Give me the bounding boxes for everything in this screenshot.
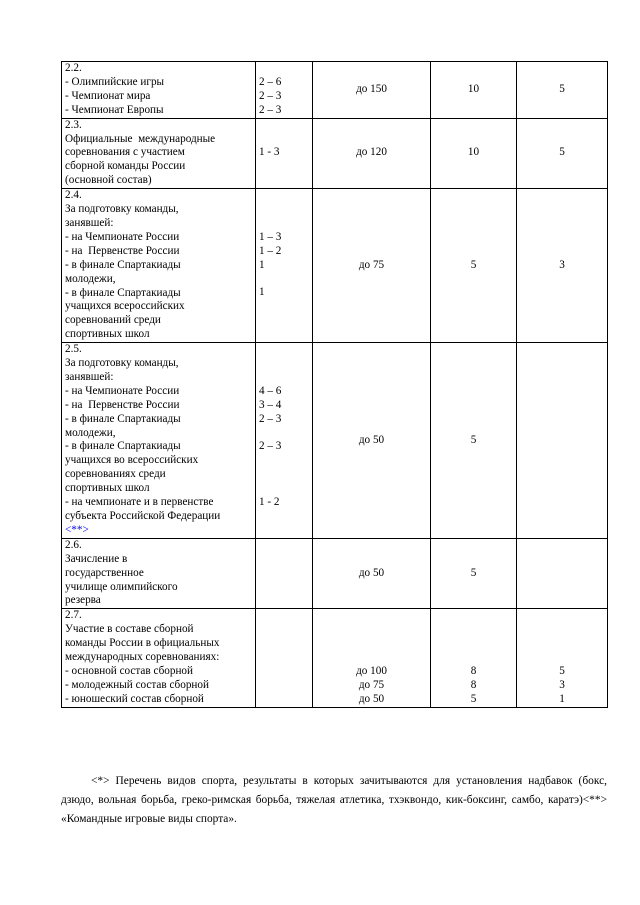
row-col5 xyxy=(517,343,608,539)
row-description xyxy=(62,118,256,189)
text-line: - в финале Спартакиады xyxy=(65,258,181,271)
row-col5 xyxy=(517,538,608,609)
row-col5 xyxy=(517,118,608,189)
row-places xyxy=(256,609,313,707)
cell-value: 5 xyxy=(559,146,565,159)
text-line: - на Первенстве России xyxy=(65,398,180,411)
empty-line xyxy=(259,371,309,385)
places-value: 4 – 6 xyxy=(259,384,282,397)
empty-line xyxy=(259,217,309,231)
cell-value: 5 xyxy=(559,664,565,677)
empty-line xyxy=(434,651,513,665)
text-line: занявшей: xyxy=(65,216,114,229)
cell-value: до 100 xyxy=(356,664,387,677)
places-value: 2 – 6 xyxy=(259,75,282,88)
cell-value: 5 xyxy=(470,258,477,271)
bonus-table xyxy=(61,61,608,708)
row-places xyxy=(256,343,313,539)
text-line: субъекта Российской Федерации xyxy=(65,510,221,522)
text-line: 2.7. xyxy=(65,609,82,622)
row-description xyxy=(62,343,256,539)
empty-line xyxy=(316,609,427,623)
cell-value: 5 xyxy=(559,82,565,95)
text-line: - в финале Спартакиады xyxy=(65,286,181,299)
empty-line xyxy=(520,651,604,665)
text-line: учащихся всероссийских xyxy=(65,300,185,313)
cell-value: 8 xyxy=(470,664,477,677)
footnote-link[interactable]: <**> xyxy=(65,523,89,536)
cell-value: до 50 xyxy=(358,566,385,579)
text-line: молодежи, xyxy=(65,272,116,285)
empty-line xyxy=(259,468,309,482)
row-description xyxy=(62,538,256,609)
text-line: - на Чемпионате России xyxy=(65,384,180,397)
empty-line xyxy=(434,623,513,637)
places-value: 2 – 3 xyxy=(259,89,282,102)
text-line: международных соревнованиях: xyxy=(65,651,220,664)
empty-line xyxy=(259,343,309,357)
text-line: За подготовку команды, xyxy=(65,357,179,370)
text-line: 2.2. xyxy=(65,62,82,74)
text-line: соревнованиях среди xyxy=(65,468,166,481)
footnote-text: <*> Перечень видов спорта, результаты в которых зачитываются для установления надбавок (бокс, дзюдо, вольная борьба, греко-римская борьба, тяжелая атлетика, тхэквондо, кик-боксинг, самбо, каратэ)<**> «Командные игровые виды спорта». xyxy=(61,775,607,825)
row-col4 xyxy=(431,343,517,539)
text-line: государственное xyxy=(65,566,144,579)
text-line: Официальные международные xyxy=(65,132,216,145)
row-col3 xyxy=(313,343,431,539)
row-col4 xyxy=(431,609,517,707)
empty-line xyxy=(259,189,309,203)
text-line: - молодежный состав сборной xyxy=(65,678,210,691)
empty-line xyxy=(520,637,604,651)
text-line: 2.5. xyxy=(65,343,82,356)
places-value: 2 – 3 xyxy=(259,412,282,425)
row-col3 xyxy=(313,62,431,119)
places-value: 3 – 4 xyxy=(259,398,282,411)
empty-line xyxy=(316,623,427,637)
table-row xyxy=(62,538,608,609)
table-row xyxy=(62,343,608,539)
empty-line xyxy=(520,623,604,637)
text-line: сборной команды России xyxy=(65,160,186,173)
text-line: 2.3. xyxy=(65,118,82,131)
text-line: - Олимпийские игры xyxy=(65,75,165,88)
empty-line xyxy=(259,427,309,441)
table-row xyxy=(62,609,608,707)
text-line: 2.6. xyxy=(65,538,82,551)
text-line: - на Первенстве России xyxy=(65,244,180,257)
places-value: 1 - 3 xyxy=(259,146,280,159)
cell-value: до 75 xyxy=(358,678,385,691)
row-places xyxy=(256,538,313,609)
empty-line xyxy=(434,637,513,651)
cell-value: 3 xyxy=(559,678,565,691)
text-line: училище олимпийского xyxy=(65,580,178,593)
text-line: занявшей: xyxy=(65,370,114,383)
cell-value: 3 xyxy=(559,258,565,271)
places-value: 1 – 2 xyxy=(259,244,282,257)
table-row xyxy=(62,118,608,189)
cell-value: 8 xyxy=(470,678,477,691)
text-line: - на чемпионате и в первенстве xyxy=(65,496,214,509)
row-places xyxy=(256,62,313,119)
empty-line xyxy=(520,609,604,623)
cell-value: до 150 xyxy=(356,82,387,95)
text-line: За подготовку команды, xyxy=(65,203,179,216)
text-line: соревнования с участием xyxy=(65,146,185,159)
text-line: резерва xyxy=(65,594,101,607)
row-col3 xyxy=(313,189,431,343)
empty-line xyxy=(259,62,309,76)
empty-line xyxy=(259,454,309,468)
text-line: (основной состав) xyxy=(65,174,152,187)
text-line: спортивных школ xyxy=(65,328,150,341)
places-value: 1 xyxy=(259,258,265,271)
empty-line xyxy=(316,637,427,651)
text-line: 2.4. xyxy=(65,189,82,202)
empty-line xyxy=(259,203,309,217)
table-row xyxy=(62,189,608,343)
text-line: - основной состав сборной xyxy=(65,664,194,677)
cell-value: до 50 xyxy=(358,692,385,705)
row-col4 xyxy=(431,62,517,119)
cell-value: 10 xyxy=(467,82,480,95)
row-col3 xyxy=(313,118,431,189)
row-col4 xyxy=(431,189,517,343)
places-value: 2 – 3 xyxy=(259,103,282,116)
places-value: 2 – 3 xyxy=(259,440,282,453)
empty-line xyxy=(259,482,309,496)
text-line: Зачисление в xyxy=(65,552,128,565)
row-description xyxy=(62,62,256,119)
cell-value: 1 xyxy=(559,692,565,705)
row-col3 xyxy=(313,538,431,609)
cell-value: до 50 xyxy=(358,433,385,446)
text-line: команды России в официальных xyxy=(65,637,220,650)
empty-line xyxy=(259,357,309,371)
text-line: - Чемпионат Европы xyxy=(65,103,164,116)
row-col5 xyxy=(517,62,608,119)
footnote xyxy=(61,772,607,829)
cell-value: 5 xyxy=(470,566,477,579)
table-row xyxy=(62,62,608,119)
row-places xyxy=(256,118,313,189)
row-description xyxy=(62,189,256,343)
row-description xyxy=(62,609,256,707)
row-col3 xyxy=(313,609,431,707)
cell-value: 5 xyxy=(470,692,477,705)
text-line: спортивных школ xyxy=(65,482,150,495)
places-value: 1 xyxy=(259,286,265,299)
text-line: учащихся во всероссийских xyxy=(65,454,199,467)
empty-line xyxy=(316,651,427,665)
row-places xyxy=(256,189,313,343)
cell-value: до 75 xyxy=(358,258,385,271)
cell-value: до 120 xyxy=(356,146,387,159)
text-line: - Чемпионат мира xyxy=(65,89,151,102)
text-line: - на Чемпионате России xyxy=(65,230,180,243)
text-line: - в финале Спартакиады xyxy=(65,440,181,453)
text-line: Участие в составе сборной xyxy=(65,623,194,636)
places-value: 1 - 2 xyxy=(259,495,280,508)
row-col5 xyxy=(517,609,608,707)
cell-value: 10 xyxy=(467,146,480,159)
text-line: - в финале Спартакиады xyxy=(65,412,181,425)
text-line: - юношеский состав сборной xyxy=(65,692,204,705)
row-col4 xyxy=(431,118,517,189)
cell-value: 5 xyxy=(470,433,477,446)
text-line: соревнований среди xyxy=(65,314,161,327)
row-col4 xyxy=(431,538,517,609)
row-col5 xyxy=(517,189,608,343)
places-value: 1 – 3 xyxy=(259,230,282,243)
empty-line xyxy=(259,273,309,287)
empty-line xyxy=(434,609,513,623)
text-line: молодежи, xyxy=(65,426,116,439)
